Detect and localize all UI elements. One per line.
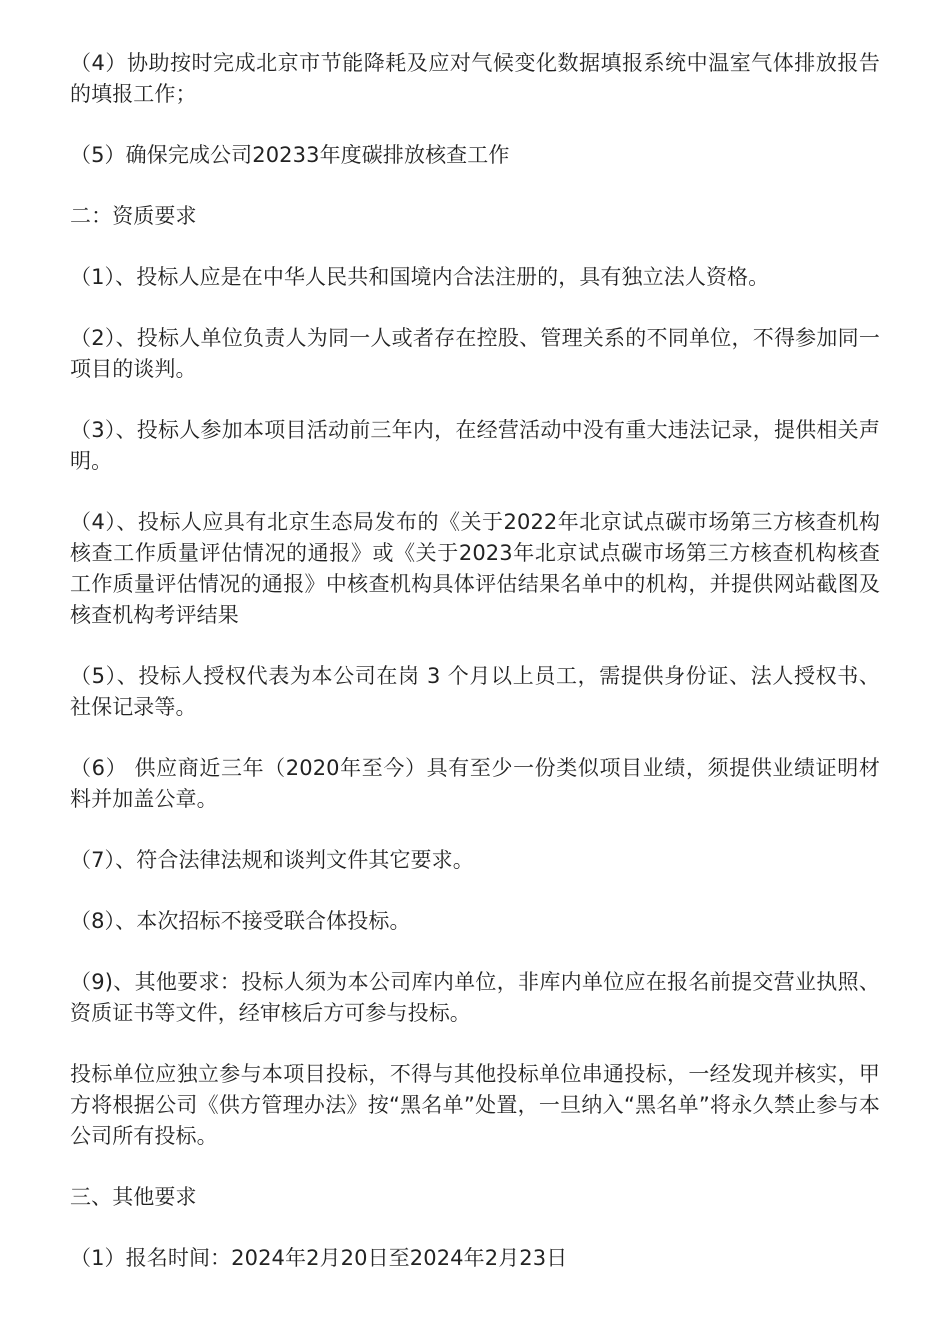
qualification-item-3: （3）、投标人参加本项目活动前三年内，在经营活动中没有重大违法记录，提供相关声明。 [70,418,880,473]
registration-time: （1）报名时间：2024年2月20日至2024年2月23日 [70,1246,568,1270]
paragraph-item-4-duty: （4）协助按时完成北京市节能降耗及应对气候变化数据填报系统中温室气体排放报告的填报工作； [70,51,880,106]
section-heading-other-requirements: 三、其他要求 [70,1185,197,1209]
paragraph-item-5-duty: （5）确保完成公司20233年度碳排放核查工作 [70,143,510,167]
independent-bidding-notice: 投标单位应独立参与本项目投标，不得与其他投标单位串通投标，一经发现并核实，甲方将根据公司《供方管理办法》按“黑名单”处置，一旦纳入“黑名单”将永久禁止参与本公司所有投标。 [70,1062,880,1148]
section-heading-qualifications: 二：资质要求 [70,204,197,228]
qualification-item-2: （2）、投标人单位负责人为同一人或者存在控股、管理关系的不同单位，不得参加同一项目的谈判。 [70,326,880,381]
qualification-item-6: （6） 供应商近三年（2020年至今）具有至少一份类似项目业绩，须提供业绩证明材料并加盖公章。 [70,756,880,811]
qualification-item-9: （9)、其他要求：投标人须为本公司库内单位，非库内单位应在报名前提交营业执照、资质证书等文件，经审核后方可参与投标。 [70,970,880,1025]
qualification-item-8: （8）、本次招标不接受联合体投标。 [70,909,411,933]
qualification-item-4: （4）、投标人应具有北京生态局发布的《关于2022年北京试点碳市场第三方核查机构核查工作质量评估情况的通报》或《关于2023年北京试点碳市场第三方核查机构核查工作质量评估情况的通报》中核查机构具体评估结果名单中的机构，并提供网站截图及核查机构考评结果 [70,510,880,627]
qualification-item-5: （5）、投标人授权代表为本公司在岗 3 个月以上员工，需提供身份证、法人授权书、社保记录等。 [70,664,880,719]
qualification-item-7: （7）、符合法律法规和谈判文件其它要求。 [70,848,474,872]
qualification-item-1: （1）、投标人应是在中华人民共和国境内合法注册的，具有独立法人资格。 [70,265,770,289]
